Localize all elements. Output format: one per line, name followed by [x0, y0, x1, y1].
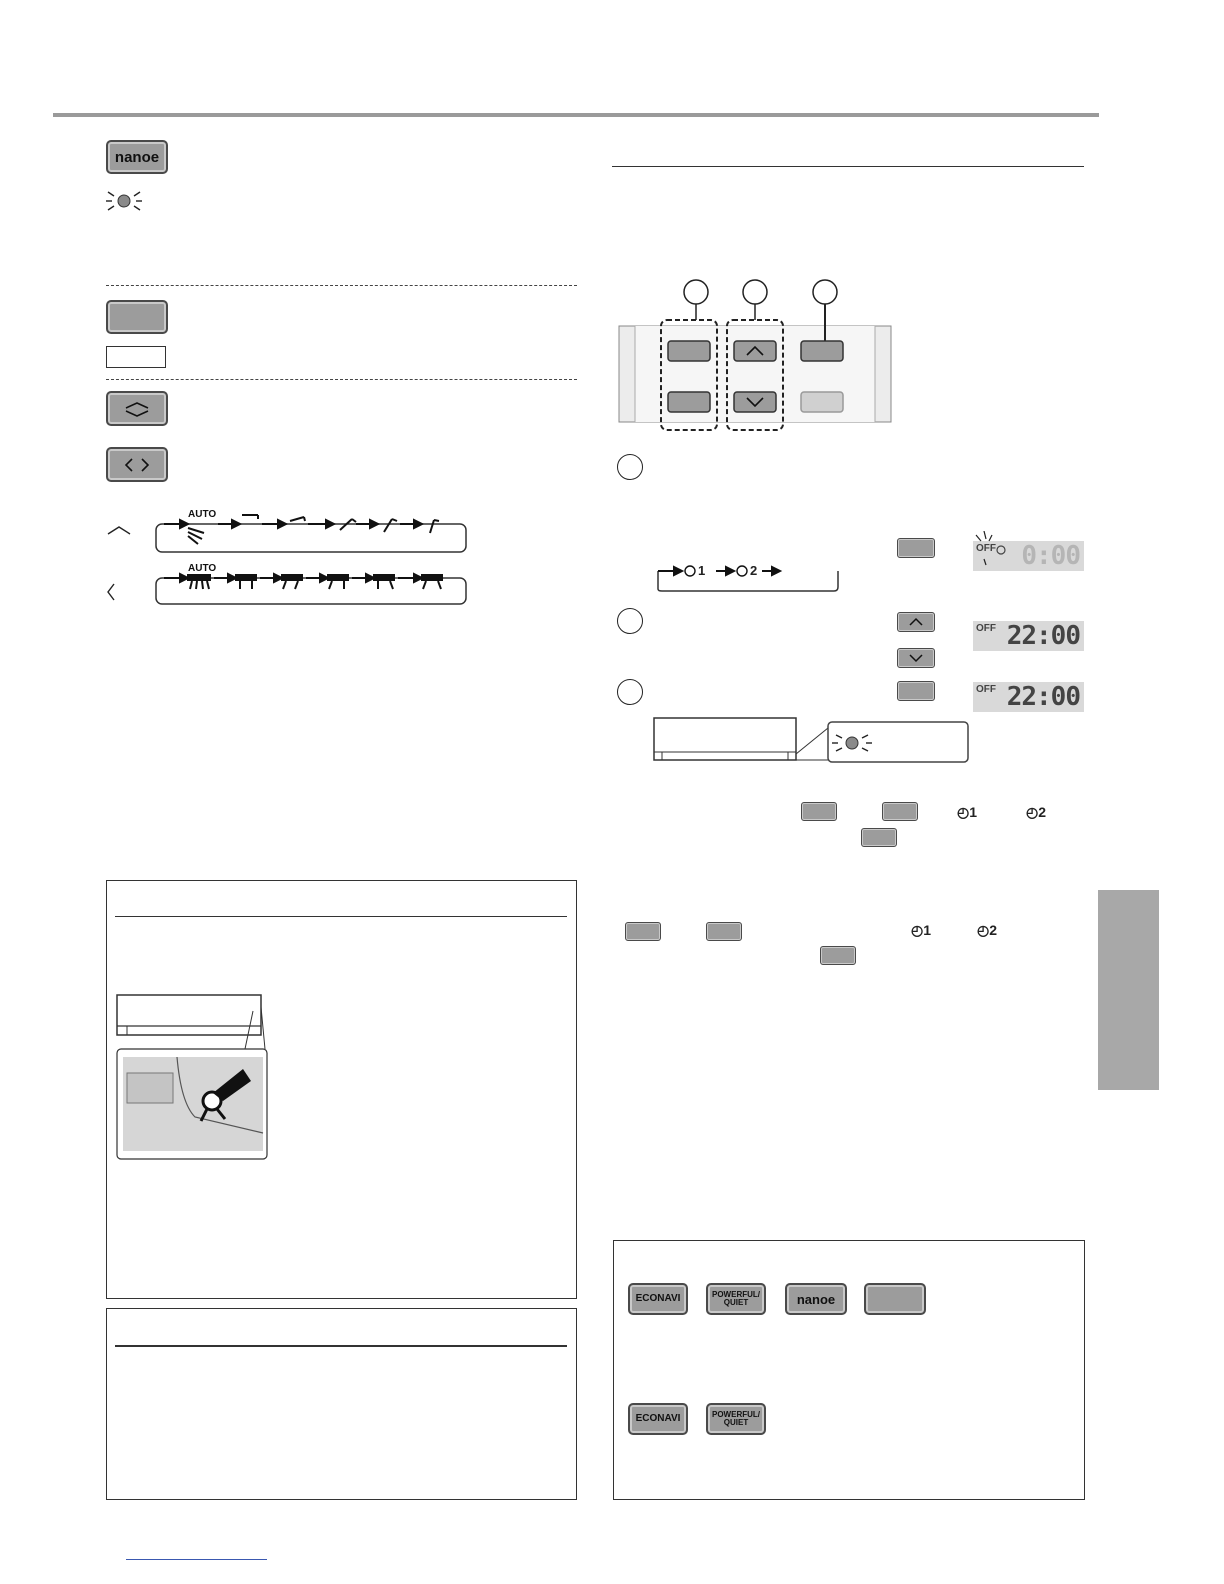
svg-text:AUTO: AUTO [188, 563, 217, 574]
blank-indicator [106, 346, 166, 368]
info-box-rule [115, 916, 567, 917]
indoor-unit-lamp-callout [652, 716, 972, 766]
blank-button[interactable] [106, 300, 168, 334]
timer-clock-icon [737, 566, 747, 576]
nanoe-button[interactable]: nanoe [106, 140, 168, 174]
timer-confirm-button[interactable] [897, 681, 935, 701]
section-rule [612, 166, 1084, 167]
info-box-3 [613, 1240, 1085, 1500]
timer-ref-1: ◴1 [957, 804, 978, 820]
footer-link-rule[interactable] [126, 1559, 267, 1560]
vertical-airflow-sequence [100, 506, 472, 558]
timer-cancel-button[interactable] [820, 946, 856, 965]
timer-clock-icon [685, 566, 695, 576]
info-box-rule [115, 1345, 567, 1347]
powerful-quiet-button[interactable]: POWERFUL/ QUIET [706, 1403, 766, 1435]
timer-up-button[interactable] [897, 612, 935, 632]
horizontal-airflow-icon [121, 456, 153, 474]
timer-ref-2: ◴2 [977, 922, 998, 938]
vertical-airflow-button[interactable] [106, 391, 168, 426]
horizontal-airflow-button[interactable] [106, 447, 168, 482]
nanoe-button[interactable]: nanoe [785, 1283, 847, 1315]
vertical-airflow-icon [122, 400, 152, 418]
step-1-marker [617, 454, 643, 480]
timer-down-button[interactable] [897, 648, 935, 668]
info-box-1 [106, 880, 577, 1299]
indoor-unit-illustration [115, 993, 275, 1163]
timer-set-button[interactable] [897, 538, 935, 558]
econavi-button[interactable]: ECONAVI [628, 1403, 688, 1435]
timer-display-2: OFF 22:00 [973, 621, 1084, 651]
powerful-quiet-button[interactable]: POWERFUL/ QUIET [706, 1283, 766, 1315]
timer-set-button[interactable] [706, 922, 742, 941]
timer-set-button[interactable] [625, 922, 661, 941]
timer-sequence-diagram [650, 561, 844, 593]
timer-ref-1: ◴1 [911, 922, 932, 938]
step-3-marker [617, 679, 643, 705]
timer-ref-2: ◴2 [1026, 804, 1047, 820]
divider [106, 379, 577, 380]
econavi-button[interactable]: ECONAVI [628, 1283, 688, 1315]
side-tab [1098, 890, 1159, 1090]
info-box-2 [106, 1308, 577, 1500]
timer-display-1: OFF 0:00 [973, 541, 1084, 571]
timer-cancel-button[interactable] [861, 828, 897, 847]
remote-control-illustration [615, 278, 895, 434]
timer-blink-icon [974, 531, 1016, 567]
svg-text:AUTO: AUTO [188, 509, 217, 520]
chevron-up-icon [909, 617, 923, 627]
timer-set-button[interactable] [801, 802, 837, 821]
horizontal-airflow-sequence [100, 562, 472, 612]
chevron-down-icon [909, 653, 923, 663]
header-rule [53, 113, 1099, 117]
divider [106, 285, 577, 286]
timer-display-3: OFF 22:00 [973, 682, 1084, 712]
indicator-lamp-icon [105, 188, 145, 214]
step-2-marker [617, 608, 643, 634]
blank-button[interactable] [864, 1283, 926, 1315]
timer-set-button[interactable] [882, 802, 918, 821]
